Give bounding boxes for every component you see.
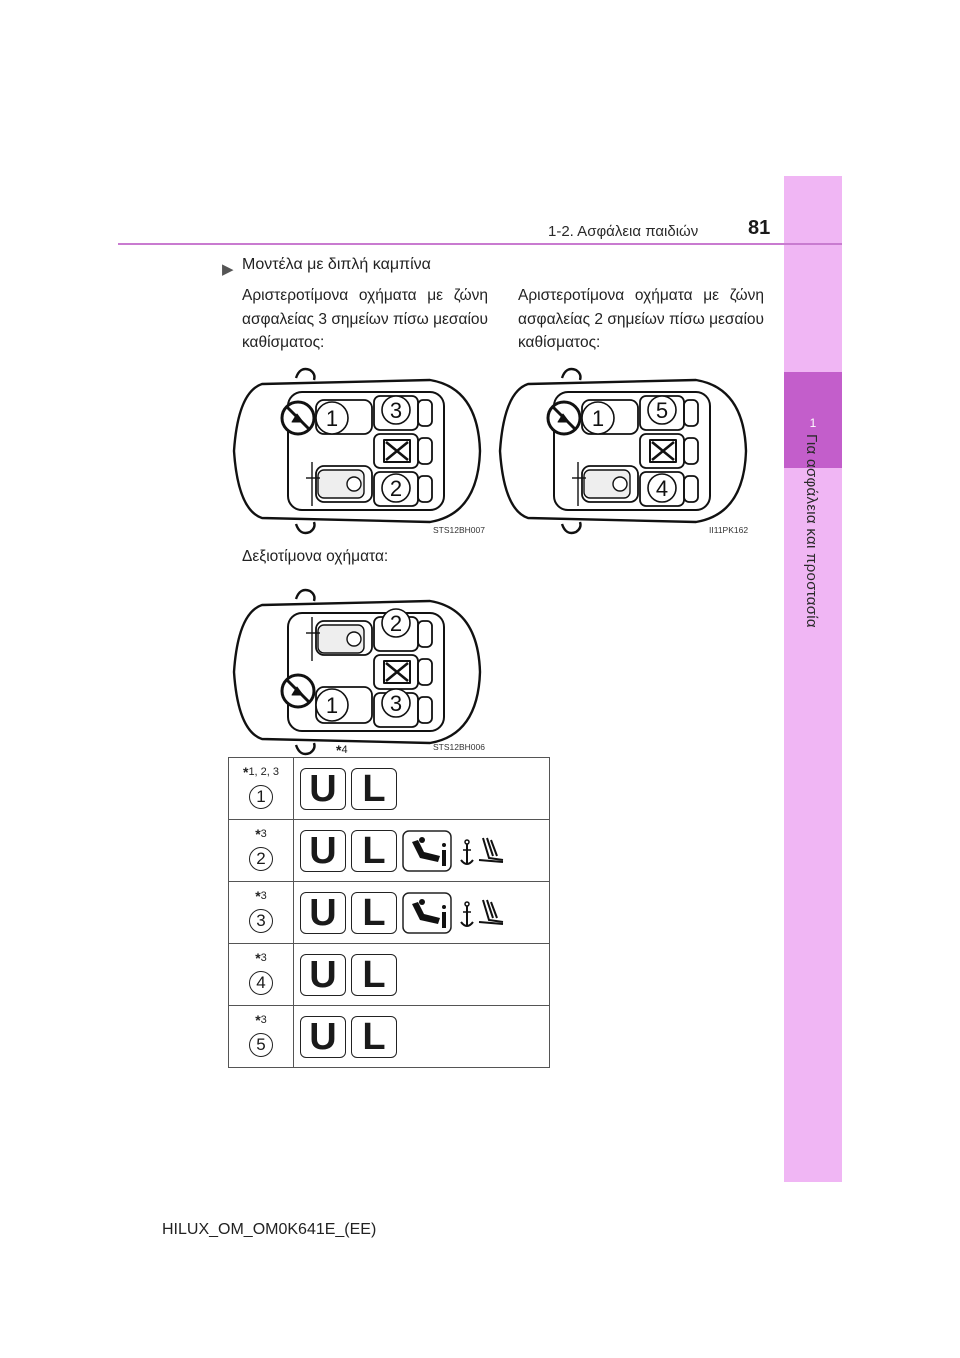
bullet-triangle-icon: ▶ bbox=[222, 261, 234, 278]
footnote-ref: *3 bbox=[255, 1012, 267, 1028]
universal-l-icon: L bbox=[351, 830, 397, 872]
seat-label-text: 5 bbox=[655, 398, 669, 423]
legend-marks-cell bbox=[294, 820, 550, 882]
car-seat-diagram-1 bbox=[228, 362, 484, 540]
seat-label-text: 3 bbox=[389, 398, 403, 423]
car-seat-diagram-2 bbox=[494, 362, 750, 540]
universal-u-icon: U bbox=[300, 954, 346, 996]
universal-u-icon: U bbox=[300, 830, 346, 872]
legend-seat-cell bbox=[229, 1006, 294, 1068]
header-divider bbox=[118, 243, 842, 245]
footnote-ref: *3 bbox=[255, 950, 267, 966]
seat-label-text: 1 bbox=[325, 693, 339, 718]
seat-number-badge: 5 bbox=[249, 1033, 273, 1057]
page-number: 81 bbox=[748, 217, 771, 239]
seat-label-text: 3 bbox=[389, 691, 403, 716]
footnote-ref: *3 bbox=[255, 888, 267, 904]
i-size-seat-icon bbox=[402, 830, 452, 872]
chapter-side-tab bbox=[784, 176, 842, 1182]
universal-l-icon: L bbox=[351, 1016, 397, 1058]
document-id: HILUX_OM_OM0K641E_(EE) bbox=[162, 1221, 377, 1238]
diagram-code: STS12BH006 bbox=[433, 742, 485, 752]
legend-marks-cell bbox=[294, 882, 550, 944]
legend-row bbox=[229, 882, 550, 944]
model-title: Μοντέλα με διπλή καμπίνα bbox=[242, 256, 431, 273]
diagram-code: STS12BH007 bbox=[433, 525, 485, 535]
legend-seat-cell bbox=[229, 758, 294, 820]
seat-number-badge: 2 bbox=[249, 847, 273, 871]
universal-u-icon: U bbox=[300, 768, 346, 810]
i-size-seat-icon bbox=[402, 892, 452, 934]
universal-l-icon: L bbox=[351, 892, 397, 934]
footnote-ref: *1, 2, 3 bbox=[242, 764, 280, 780]
seat-label-text: 2 bbox=[389, 611, 403, 636]
section-title: 1-2. Ασφάλεια παιδιών bbox=[548, 223, 699, 240]
legend-row bbox=[229, 758, 550, 820]
legend-seat-cell bbox=[229, 820, 294, 882]
legend-marks-cell bbox=[294, 944, 550, 1006]
isofix-anchor-seat-icon bbox=[457, 830, 507, 872]
chapter-title: Για ασφάλεια και προστασία bbox=[803, 434, 820, 628]
universal-u-icon: U bbox=[300, 892, 346, 934]
legend-seat-cell bbox=[229, 944, 294, 1006]
legend-row bbox=[229, 1006, 550, 1068]
paragraph-left-2point: Αριστεροτίμονα οχήματα με ζώνη ασφαλείας 2 σημείων πίσω μεσαίου καθίσματος: bbox=[518, 287, 764, 351]
chapter-number: 1 bbox=[809, 416, 817, 430]
diagram-code: II11PK162 bbox=[709, 525, 749, 535]
seat-label-text: 4 bbox=[655, 476, 669, 501]
universal-u-icon: U bbox=[300, 1016, 346, 1058]
legend-seat-cell bbox=[229, 882, 294, 944]
car-seat-diagram-3 bbox=[228, 583, 484, 761]
legend-row bbox=[229, 944, 550, 1006]
seat-label-text: 1 bbox=[325, 406, 339, 431]
footnote-ref: *3 bbox=[255, 826, 267, 842]
footnote-ref: *4 bbox=[336, 741, 348, 758]
seat-label-text: 1 bbox=[591, 406, 605, 431]
paragraph-right-hand: Δεξιοτίμονα οχήματα: bbox=[242, 548, 389, 565]
seat-label-text: 2 bbox=[389, 476, 403, 501]
seat-number-badge: 1 bbox=[249, 785, 273, 809]
legend-marks-cell bbox=[294, 1006, 550, 1068]
isofix-anchor-seat-icon bbox=[457, 892, 507, 934]
universal-l-icon: L bbox=[351, 954, 397, 996]
paragraph-left-3point: Αριστεροτίμονα οχήματα με ζώνη ασφαλείας 3 σημείων πίσω μεσαίου καθίσματος: bbox=[242, 287, 488, 351]
seat-number-badge: 4 bbox=[249, 971, 273, 995]
legend-row bbox=[229, 820, 550, 882]
seat-number-badge: 3 bbox=[249, 909, 273, 933]
universal-l-icon: L bbox=[351, 768, 397, 810]
